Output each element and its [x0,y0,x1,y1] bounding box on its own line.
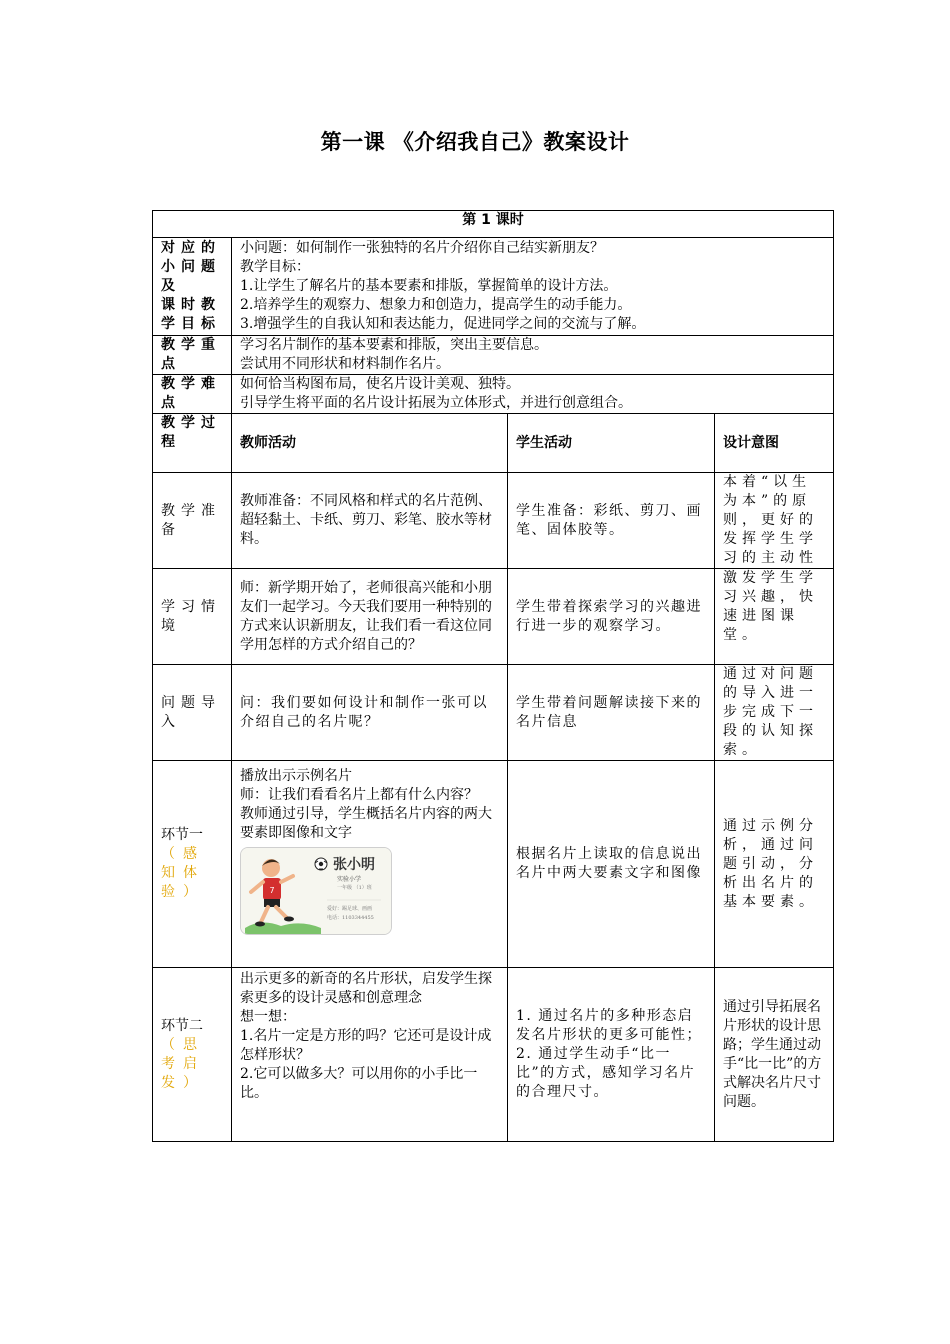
design-intent: 通过对问题的导入进一步完成下一段的认知探索。 [715,665,834,761]
student-activity: 学生带着探索学习的兴趣进行进一步的观察学习。 [508,569,715,665]
card-phone: 电话：1103344455 [327,915,374,921]
student-activity: 根据名片上读取的信息说出名片中两大要素文字和图像 [508,761,715,968]
difficulties-row [153,375,834,414]
objectives-question: 小问题：如何制作一张独特的名片介绍你自己结实新朋友？ [240,240,604,256]
sample-business-card [240,847,392,935]
objective-item: 3.增强学生的自我认知和表达能力，促进同学之间的交流与了解。 [240,316,646,332]
card-school: 实验小学 [337,876,362,883]
stage-name: 环节二 [161,1017,203,1034]
stage-cell: 学习情境 [153,569,232,665]
process-row [153,761,834,968]
lesson-plan-table [152,210,834,1142]
design-intent: 激发学生学习兴趣，快速进图课堂。 [715,569,834,665]
objective-item: 1.让学生了解名片的基本要素和排版，掌握简单的设计方法。 [240,278,618,294]
card-name: 张小明 [333,857,375,873]
teacher-activity: 师：新学期开始了，老师很高兴能和小朋友们一起学习。今天我们要用一种特别的方式来认识新朋友，让我们看一看这位同学用怎样的方式介绍自己的？ [232,569,508,665]
process-row [153,665,834,761]
teacher-activity: 问：我们要如何设计和制作一张可以介绍自己的名片呢？ [232,665,508,761]
teacher-activity: 播放出示示例名片 师：让我们看看名片上都有什么内容？ 教师通过引导，学生概括名片内容的两大要素即图像和文字 7 张小明 实验小学 一年级 （1）班 爱好：踢足球、画画 电话：1103344455 [232,761,508,968]
card-hobby: 爱好：踢足球、画画 [327,906,373,912]
teacher-activity-header: 教师活动 [232,414,508,473]
period-row [153,211,834,238]
stage-cell [153,761,232,968]
card-class: 一年级 （1）班 [337,885,372,891]
objective-item: 2.培养学生的观察力、想象力和创造力，提高学生的动手能力。 [240,297,632,313]
stage-cell: 教学准备 [153,473,232,569]
design-intent-header: 设计意图 [715,414,834,473]
objectives-row [153,238,834,336]
difficulties-label: 教学难 点 [153,375,232,414]
teacher-activity: 出示更多的新奇的名片形状，启发学生探索更多的设计灵感和创意理念 想一想： 1.名片一定是方形的吗？它还可是设计成怎样形状？ 2.它可以做多大？可以用你的小手比一比。 [232,968,508,1142]
stage-subtitle: （感知体验） [161,846,205,900]
difficulties-content: 如何恰当构图布局，使名片设计美观、独特。 引导学生将平面的名片设计拓展为立体形式，并进行创意组合。 [232,375,834,414]
key-points-content: 学习名片制作的基本要素和排版，突出主要信息。 尝试用不同形状和材料制作名片。 [232,336,834,375]
objectives-content [232,238,834,336]
stage-cell [153,968,232,1142]
student-activity: 1. 通过名片的多种形态启发名片形状的更多可能性； 2. 通过学生动手“比一比”的方式，感知学习名片的合理尺寸。 [508,968,715,1142]
objectives-label: 对应的 小问题 及 课时教 学目标 [153,238,232,336]
process-row [153,473,834,569]
process-row [153,968,834,1142]
process-header-row [153,414,834,473]
design-intent: 通过示例分析，通过问题引动，分析出名片的基本要素。 [715,761,834,968]
process-row [153,569,834,665]
stage-subtitle: （思考启发） [161,1036,205,1091]
page-title: 第一课 《介绍我自己》教案设计 [320,130,630,154]
stage-name: 环节一 [161,827,203,843]
key-points-label: 教学重 点 [153,336,232,375]
period-cell: 第 1 课时 [153,211,834,238]
objectives-heading: 教学目标： [240,259,310,275]
design-intent: 通过引导拓展名片形状的设计思路；学生通过动手“比一比”的方式解决名片尺寸问题。 [715,968,834,1142]
stage-cell: 问题导入 [153,665,232,761]
svg-text:7: 7 [269,886,275,895]
process-label: 教学过 程 [153,414,232,473]
student-activity: 学生准备：彩纸、剪刀、画笔、固体胶等。 [508,473,715,569]
key-points-row [153,336,834,375]
student-activity-header: 学生活动 [508,414,715,473]
student-activity: 学生带着问题解读接下来的名片信息 [508,665,715,761]
design-intent: 本着“以生为本”的原则，更好的发挥学生学习的主动性 [715,473,834,569]
teacher-activity: 教师准备：不同风格和样式的名片范例、超轻黏土、卡纸、剪刀、彩笔、胶水等材料。 [232,473,508,569]
